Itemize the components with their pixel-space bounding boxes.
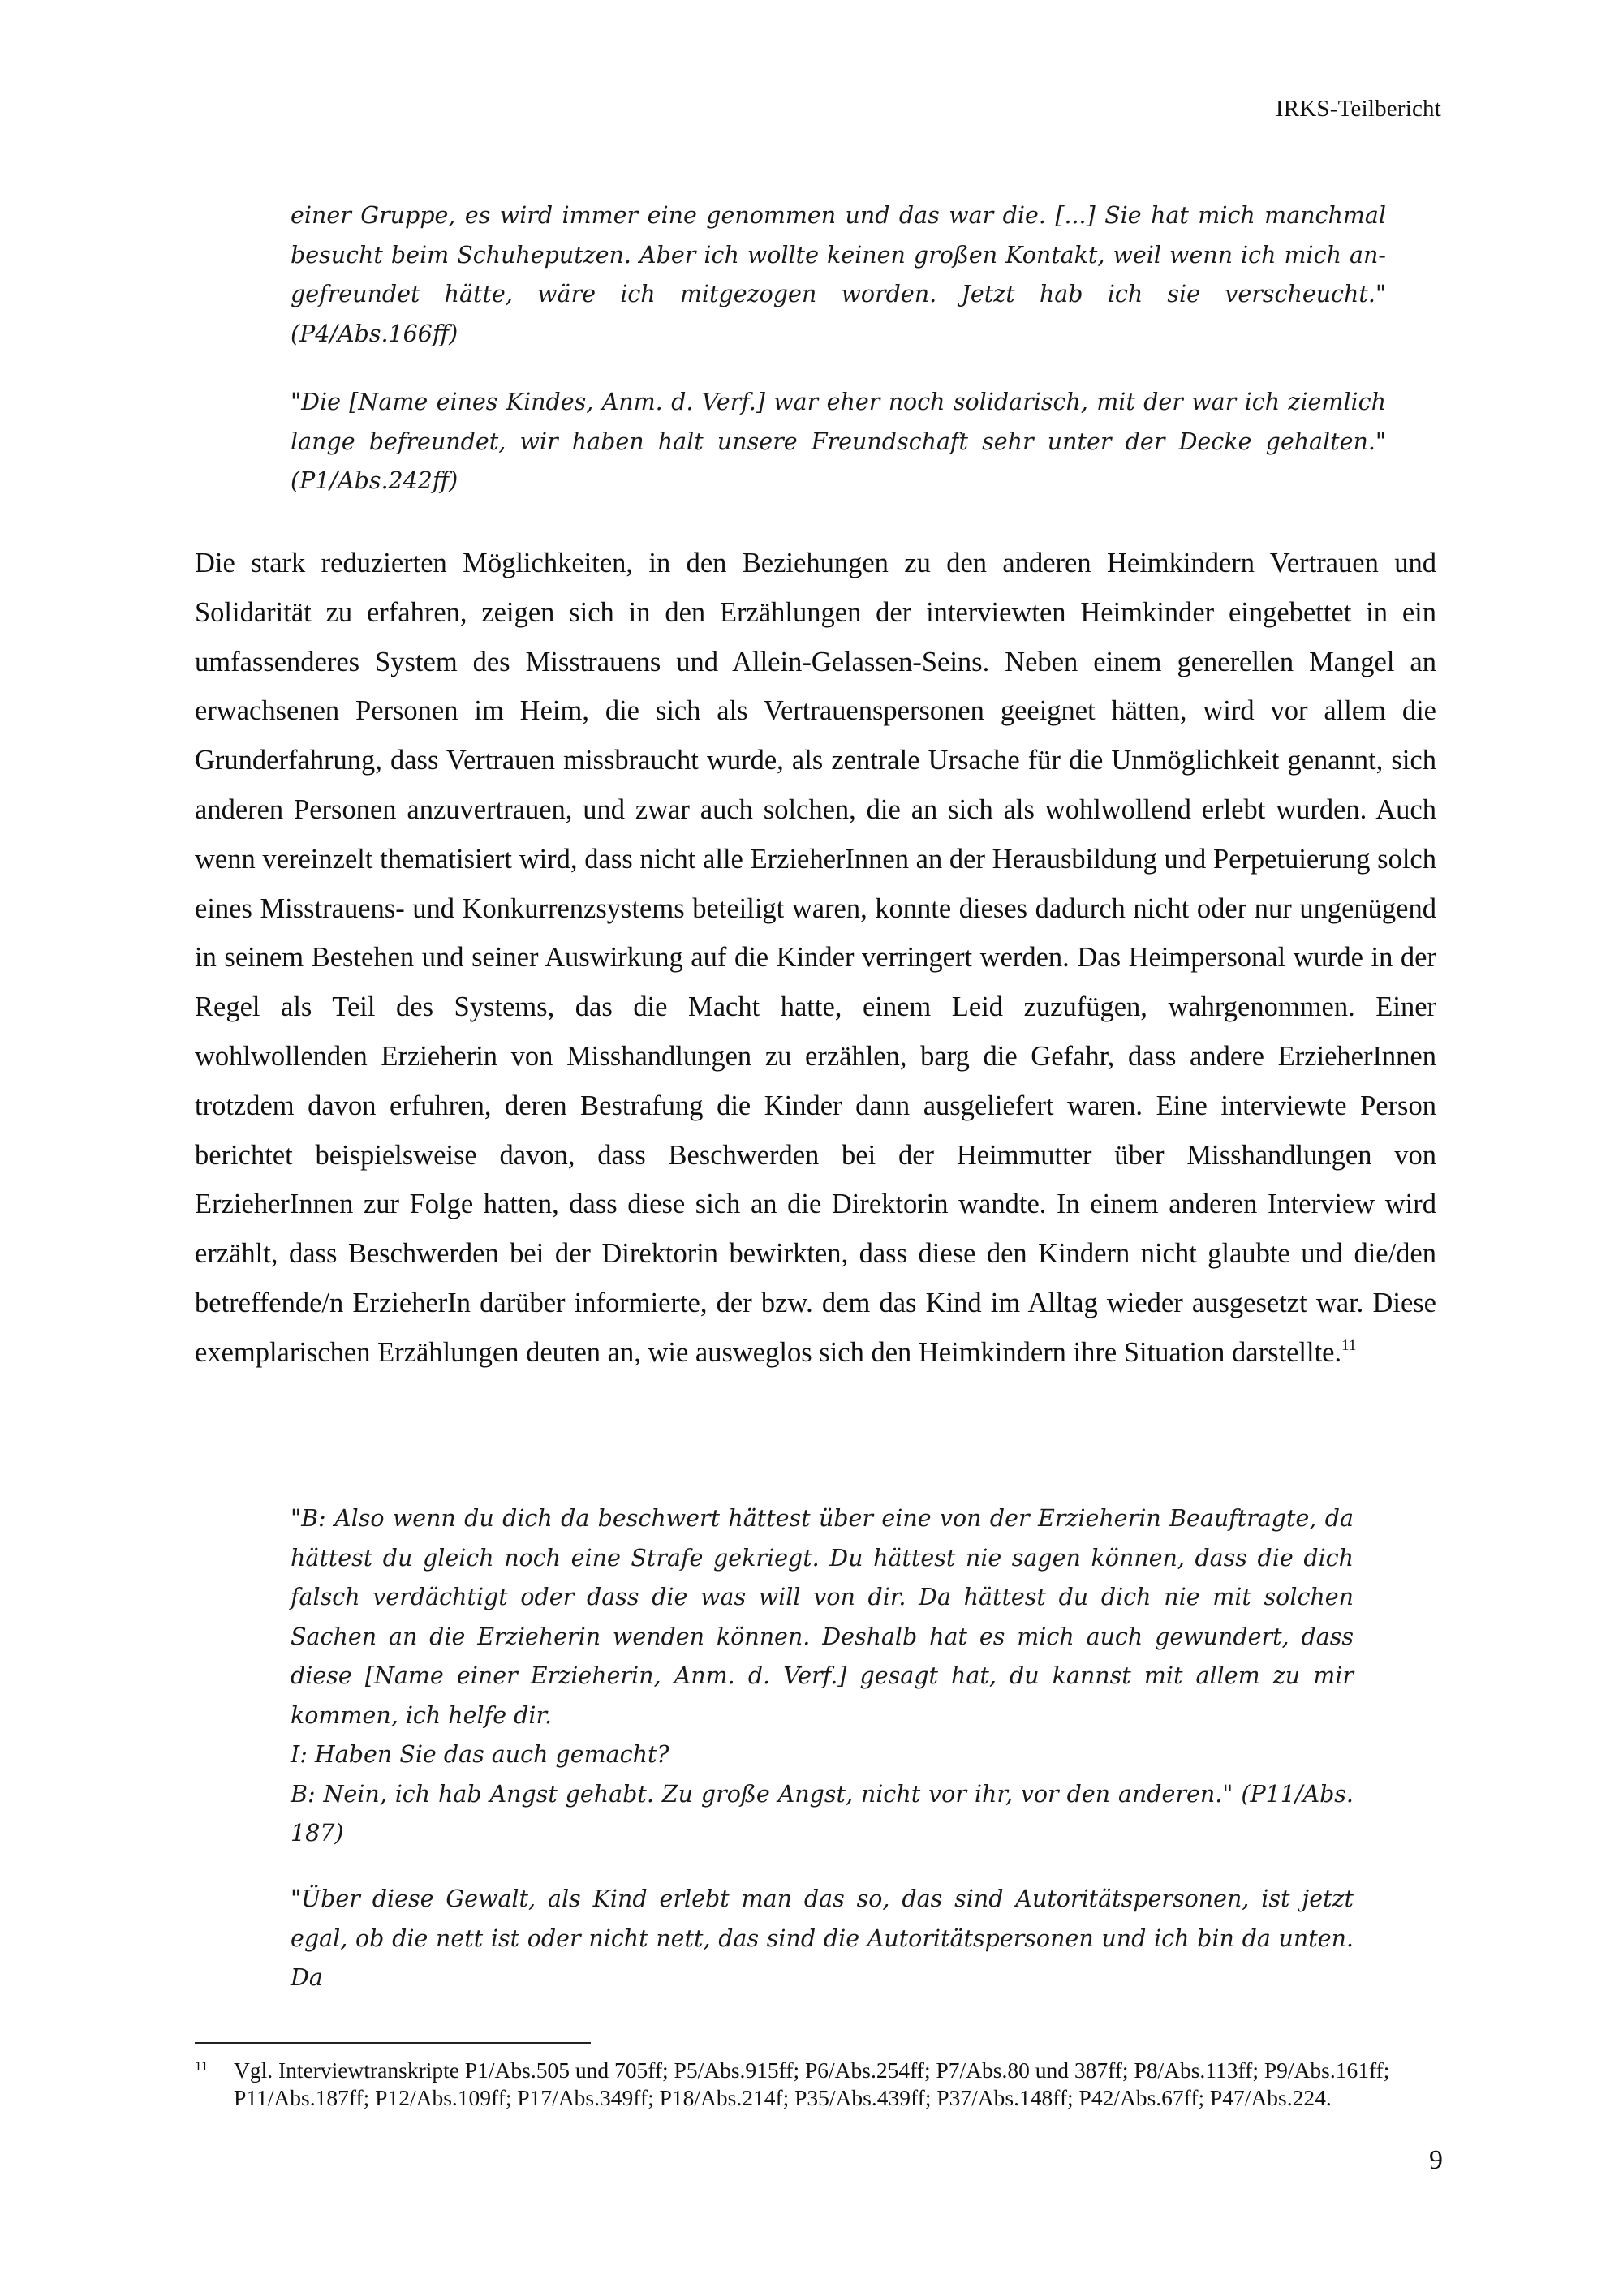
page-number: 9 bbox=[1429, 2145, 1443, 2175]
quote-3-line-2: I: Haben Sie das auch gemacht? bbox=[291, 1741, 669, 1768]
quote-2-text: "Die [Name eines Kindes, Anm. d. Verf.] war eher noch solidarisch, mit der war ich ziemlich lange befreundet, wir haben halt unsere Freundschaft sehr unter der Decke gehalten." (P1/Abs.242ff) bbox=[291, 389, 1386, 494]
block-quote-2 bbox=[291, 383, 1386, 501]
quote-3-line-1: "B: Also wenn du dich da beschwert hättest über eine von der Erzieherin Beauftragte, da hättest du gleich noch eine Strafe gekriegt. Du hättest nie sagen können, dass die dich falsch verdächtigt oder dass die was will von dir. Da hättest du dich nie mit solchen Sachen an die Erzieherin wenden können. Deshalb hat es mich auch gewundert, dass diese [Name einer Erzieherin, Anm. d. Verf.] gesagt hat, du kannst mit allem zu mir kommen, ich helfe dir. bbox=[291, 1505, 1354, 1729]
footnote-number: 11 bbox=[195, 2058, 209, 2074]
quote-1-text: einer Gruppe, es wird immer eine genommen und das war die. [...] Sie hat mich manchmal besucht beim Schuheputzen. Aber ich wollte keinen großen Kontakt, weil wenn ich mich angefreundet hätte, wäre ich mitgezogen worden. Jetzt hab ich sie verscheucht." (P4/Abs.166ff) bbox=[291, 202, 1386, 347]
block-quote-3 bbox=[291, 1499, 1354, 1854]
body-paragraph-text: Die stark reduzierten Möglichkeiten, in den Beziehungen zu den anderen Heimkindern Vertrauen und Solidarität zu erfahren, zeigen sich in den Erzählungen der interviewten Heimkinder eingebettet in ein umfassenderes System des Misstrauens und Allein-Gelassen-Seins. Neben einem generellen Mangel an erwachsenen Personen im Heim, die sich als Vertrauenspersonen geeignet hätten, wird vor allem die Grunderfahrung, dass Vertrauen missbraucht wurde, als zentrale Ursache für die Unmöglichkeit genannt, sich anderen Personen anzuvertrauen, und zwar auch solchen, die an sich als wohlwollend erlebt wurden. Auch wenn vereinzelt thematisiert wird, dass nicht alle ErzieherInnen an der Herausbildung und Perpetuierung solch eines Misstrauens- und Konkurrenzsystems beteiligt waren, konnte dieses dadurch nicht oder nur ungenügend in seinem Bestehen und seiner Auswirkung auf die Kinder verringert werden. Das Heimpersonal wurde in der Regel als Teil des Systems, das die Macht hatte, einem Leid zuzufügen, wahrgenommen. Einer wohlwollenden Erzieherin von Misshandlungen zu erzählen, barg die Gefahr, dass andere ErzieherInnen trotzdem davon erfuhren, deren Bestrafung die Kinder dann ausgeliefert waren. Eine interviewte Person berichtet beispielsweise davon, dass Beschwerden bei der Heimmutter über Misshandlungen von ErzieherInnen zur Folge hatten, dass diese sich an die Direktorin wandte. In einem anderen Interview wird erzählt, dass Beschwerden bei der Direktorin bewirkten, dass diese den Kindern nicht glaubte und die/den betreffende/n ErzieherIn darüber informierte, der bzw. dem das Kind im Alltag wieder ausgesetzt war. Diese exemplarischen Erzählungen deuten an, wie ausweglos sich den Heimkindern ihre Situation darstellte. bbox=[195, 548, 1436, 1368]
footnote-text: Vgl. Interviewtranskripte P1/Abs.505 und 705ff; P5/Abs.915ff; P6/Abs.254ff; P7/Abs.80 und 387ff; P8/Abs.113ff; P9/Abs.161ff; P11/Abs.187ff; P12/Abs.109ff; P17/Abs.349ff; P18/Abs.214f; P35/Abs.439ff; P37/Abs.148ff; P42/Abs.67ff; P47/Abs.224. bbox=[234, 2057, 1390, 2110]
block-quote-4 bbox=[291, 1880, 1354, 1998]
footnote-reference[interactable]: 11 bbox=[1341, 1336, 1357, 1354]
quote-3-line-3: B: Nein, ich hab Angst gehabt. Zu große Angst, nicht vor ihr, vor den anderen." (P11/Abs. 187) bbox=[291, 1780, 1354, 1847]
footnote bbox=[195, 2057, 1436, 2111]
block-quote-1 bbox=[291, 196, 1386, 354]
running-header: IRKS-Teilbericht bbox=[1275, 96, 1441, 122]
footnote-divider bbox=[195, 2042, 591, 2044]
quote-4-text: "Über diese Gewalt, als Kind erlebt man das so, das sind Autoritätspersonen, ist jetzt egal, ob die nett ist oder nicht nett, das sind die Autoritätspersonen und ich bin da unten. Da bbox=[291, 1885, 1354, 1991]
body-paragraph bbox=[195, 539, 1436, 1378]
